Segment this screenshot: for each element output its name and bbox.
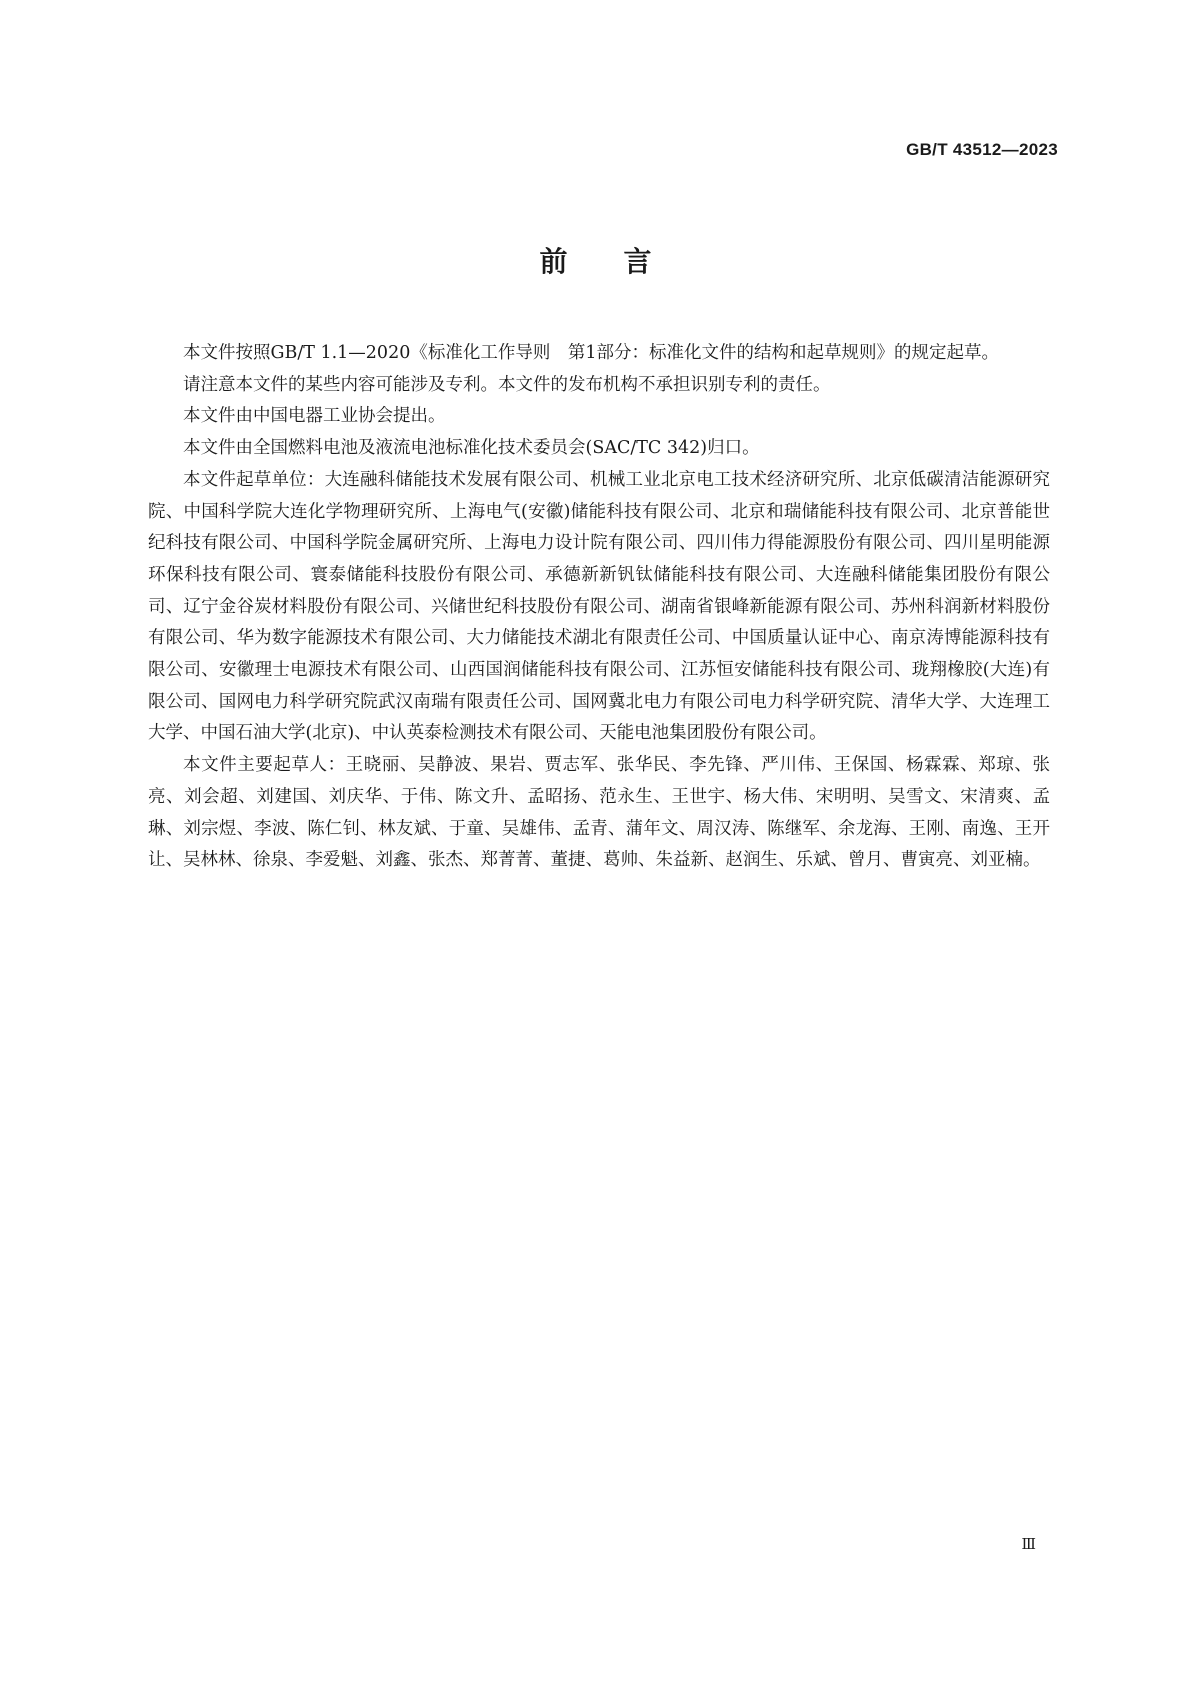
paragraph-drafting-rules: 本文件按照GB/T 1.1—2020《标准化工作导则 第1部分：标准化文件的结构和起草规则》的规定起草。 — [183, 343, 999, 363]
paragraph-drafting-organizations: 本文件起草单位：大连融科储能技术发展有限公司、机械工业北京电工技术经济研究所、北京低碳清洁能源研究院、中国科学院大连化学物理研究所、上海电气(安徽)储能科技有限公司、北京和瑞储能科技有限公司、北京普能世纪科技有限公司、中国科学院金属研究所、上海电力设计院有限公司、四川伟力得能源股份有限公司、四川星明能源环保科技有限公司、寰泰储能科技股份有限公司、承德新新钒钛储能科技有限公司、大连融科储能集团股份有限公司、辽宁金谷炭材料股份有限公司、兴储世纪科技股份有限公司、湖南省银峰新能源有限公司、苏州科润新材料股份有限公司、华为数字能源技术有限公司、大力储能技术湖北有限责任公司、中国质量认证中心、南京涛博能源科技有限公司、安徽理士电源技术有限公司、山西国润储能科技有限公司、江苏恒安储能科技有限公司、珑翔橡胶(大连)有限公司、国网电力科学研究院武汉南瑞有限责任公司、国网冀北电力有限公司电力科学研究院、清华大学、大连理工大学、中国石油大学(北京)、中认英泰检测技术有限公司、天能电池集团股份有限公司。 — [148, 469, 1050, 744]
document-body — [148, 338, 1050, 877]
paragraph-patent-notice: 请注意本文件的某些内容可能涉及专利。本文件的发布机构不承担识别专利的责任。 — [183, 374, 831, 395]
page-number: Ⅲ — [1021, 1535, 1036, 1553]
section-title: 前言 — [539, 245, 708, 278]
paragraph-technical-committee: 本文件由全国燃料电池及液流电池标准化技术委员会(SAC/TC 342)归口。 — [183, 438, 760, 459]
paragraph-drafters: 本文件主要起草人：王晓丽、吴静波、果岩、贾志军、张华民、李先锋、严川伟、王保国、杨霖霖、郑琼、张亮、刘会超、刘建国、刘庆华、于伟、陈文升、孟昭扬、范永生、王世宇、杨大伟、宋明明、吴雪文、宋清爽、孟琳、刘宗煜、李波、陈仁钊、林友斌、于童、吴雄伟、孟青、蒲年文、周汉涛、陈继军、余龙海、王刚、南逸、王开让、吴林林、徐泉、李爱魁、刘鑫、张杰、郑菁菁、董捷、葛帅、朱益新、赵润生、乐斌、曾月、曹寅亮、刘亚楠。 — [148, 755, 1050, 871]
standard-code: GB/T 43512—2023 — [906, 140, 1058, 159]
paragraph-proposer: 本文件由中国电器工业协会提出。 — [183, 406, 446, 427]
